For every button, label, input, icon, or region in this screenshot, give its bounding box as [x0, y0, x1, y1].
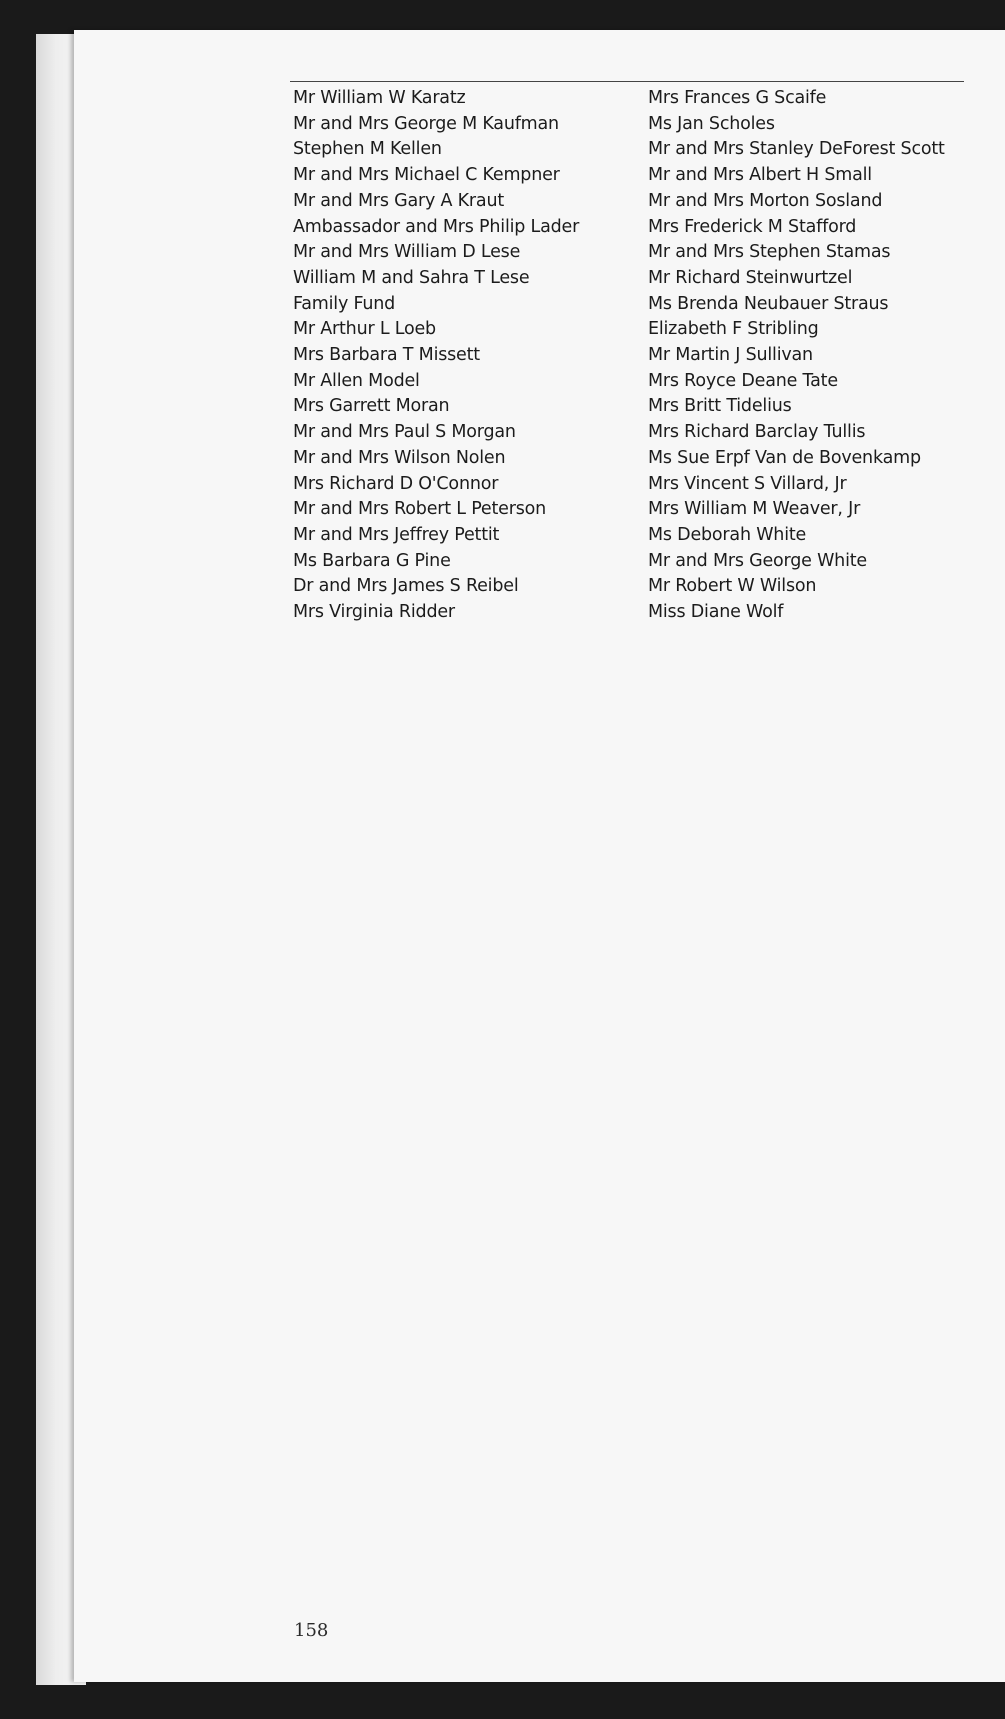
donor-name: Mr William W Karatz — [293, 88, 466, 108]
donor-name: William M and Sahra T Lese — [293, 267, 530, 288]
donor-name: Mrs Barbara T Missett — [293, 345, 480, 366]
top-rule — [290, 81, 964, 82]
donor-name: Ms Brenda Neubauer Straus — [648, 293, 889, 314]
donor-name: Mr and Mrs Stanley DeForest Scott — [648, 139, 945, 160]
donor-name: Mr and Mrs Robert L Peterson — [293, 499, 547, 520]
donor-name: Ms Barbara G Pine — [293, 550, 451, 571]
donor-name: Mr and Mrs George M Kaufman — [293, 113, 559, 134]
donor-name: Mr Robert W Wilson — [648, 576, 817, 597]
donor-name: Mrs Richard Barclay Tullis — [648, 422, 866, 443]
donor-name: Mrs Virginia Ridder — [293, 602, 455, 623]
donor-name: Miss Diane Wolf — [648, 602, 784, 623]
donor-name: Mrs Royce Deane Tate — [648, 370, 838, 391]
donor-name: Mr and Mrs Michael C Kempner — [293, 165, 560, 186]
donor-name: Mr Allen Model — [293, 370, 420, 391]
donor-name: Mrs Vincent S Villard, Jr — [648, 473, 847, 494]
donor-name: Mrs Frederick M Stafford — [648, 216, 857, 237]
donor-name: Mr and Mrs Morton Sosland — [648, 190, 883, 211]
donor-list-right — [648, 86, 945, 626]
donor-name: Mr and Mrs George White — [648, 550, 867, 571]
donor-list-left — [293, 86, 579, 626]
donor-name: Mrs Britt Tidelius — [648, 396, 792, 417]
donor-name: Mr Arthur L Loeb — [293, 319, 436, 340]
donor-name: Mr and Mrs Albert H Small — [648, 165, 872, 186]
donor-name: Mrs Garrett Moran — [293, 396, 450, 417]
donor-name: Mr Richard Steinwurtzel — [648, 267, 853, 288]
donor-name: Family Fund — [293, 293, 396, 314]
donor-name: Mr and Mrs Gary A Kraut — [293, 190, 504, 211]
donor-name: Mr and Mrs Paul S Morgan — [293, 422, 516, 443]
donor-name: Mrs Richard D O'Connor — [293, 473, 499, 494]
donor-name: Mr and Mrs William D Lese — [293, 242, 521, 263]
donor-name: Mrs William M Weaver, Jr — [648, 499, 861, 520]
donor-name: Mr Martin J Sullivan — [648, 345, 813, 366]
page-number: 158 — [294, 1620, 329, 1641]
donor-name: Ms Jan Scholes — [648, 113, 775, 134]
donor-name: Dr and Mrs James S Reibel — [293, 576, 519, 597]
donor-name: Stephen M Kellen — [293, 139, 442, 160]
donor-name: Mr and Mrs Jeffrey Pettit — [293, 524, 500, 545]
donor-name: Ms Sue Erpf Van de Bovenkamp — [648, 447, 921, 468]
donor-name: Ms Deborah White — [648, 524, 807, 545]
donor-name: Mr and Mrs Wilson Nolen — [293, 447, 506, 468]
donor-name: Mrs Frances G Scaife — [648, 88, 827, 108]
donor-name: Ambassador and Mrs Philip Lader — [293, 216, 580, 237]
donor-name: Mr and Mrs Stephen Stamas — [648, 242, 891, 263]
donor-name: Elizabeth F Stribling — [648, 319, 819, 340]
